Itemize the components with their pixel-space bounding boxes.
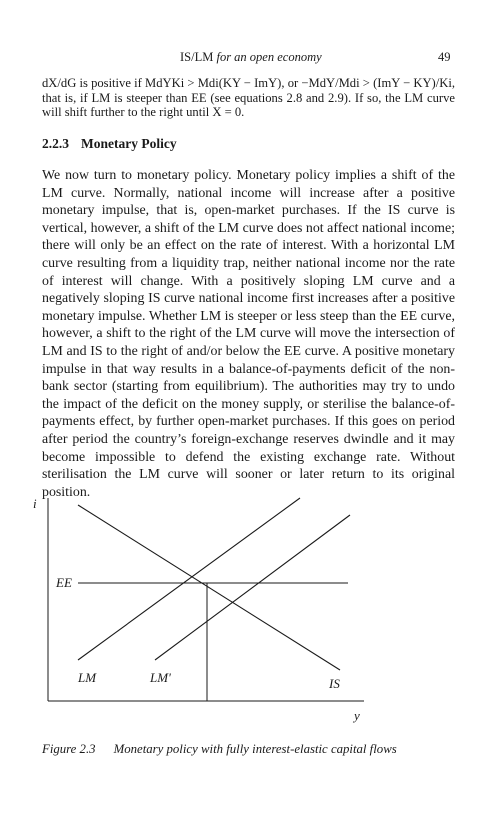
lm-label: LM xyxy=(78,670,97,685)
lm-prime-label: LM' xyxy=(150,670,171,685)
x-axis-label: y xyxy=(354,708,360,723)
figure-diagram xyxy=(0,490,500,730)
figure-caption-text: Monetary policy with fully interest-elastic capital flows xyxy=(113,742,397,756)
running-head xyxy=(0,50,500,66)
figure-caption xyxy=(42,742,397,757)
figure-number: Figure 2.3 xyxy=(42,742,96,756)
y-axis-label: i xyxy=(33,496,37,511)
figure xyxy=(0,490,500,730)
intro-paragraph: dX/dG is positive if MdYKi > Mdi(KY − ImY), or −MdY/Mdi > (ImY − KY)/Ki, that is, if LM is steeper than EE (see equations 2.8 and 2.9). If so, the LM curve will shift further to the right until X = 0. xyxy=(42,76,455,119)
lm-prime-curve xyxy=(155,515,350,660)
body-paragraph-text: We now turn to monetary policy. Monetary policy implies a shift of the LM curve. Normally, national income will increase after a positive monetary impulse, that is, open-market purchases. If the IS curve is vertical, however, a shift of the LM curve does not affect national income; there will only be an effect on the rate of interest. With a horizontal LM curve resulting from a liquidity trap, neither national income nor the rate of interest will change. With a positively sloping LM curve and a negatively sloping IS curve national income first increases after a positive monetary impulse. Whether LM is steeper or less steep than the EE curve, however, a shift to the right of the LM curve will move the intersection of LM and IS to the right of and/or below the EE curve. A positive monetary impulse in that way results in a balance-of-payments deficit of the non-bank sector (starting from equilibrium). The authorities may try to undo the impact of the deficit on the money supply, or sterilise the balance-of-payments effect, by further open-market purchases. If this goes on period after period the country’s foreign-exchange reserves dwindle and it may become impossible to defend the existing exchange rate. Without sterilisation the LM curve will sooner or later return to its original position. xyxy=(42,168,455,500)
section-number: 2.2.3 xyxy=(42,136,69,151)
page-number: 49 xyxy=(438,50,451,64)
section-heading xyxy=(42,136,177,152)
is-label: IS xyxy=(329,676,340,691)
is-curve xyxy=(78,505,340,670)
section-title: Monetary Policy xyxy=(81,136,177,151)
ee-label: EE xyxy=(56,575,72,590)
body-paragraph xyxy=(42,167,455,501)
lm-curve xyxy=(78,498,300,660)
running-head-title: IS/LM for an open economy xyxy=(180,50,322,64)
